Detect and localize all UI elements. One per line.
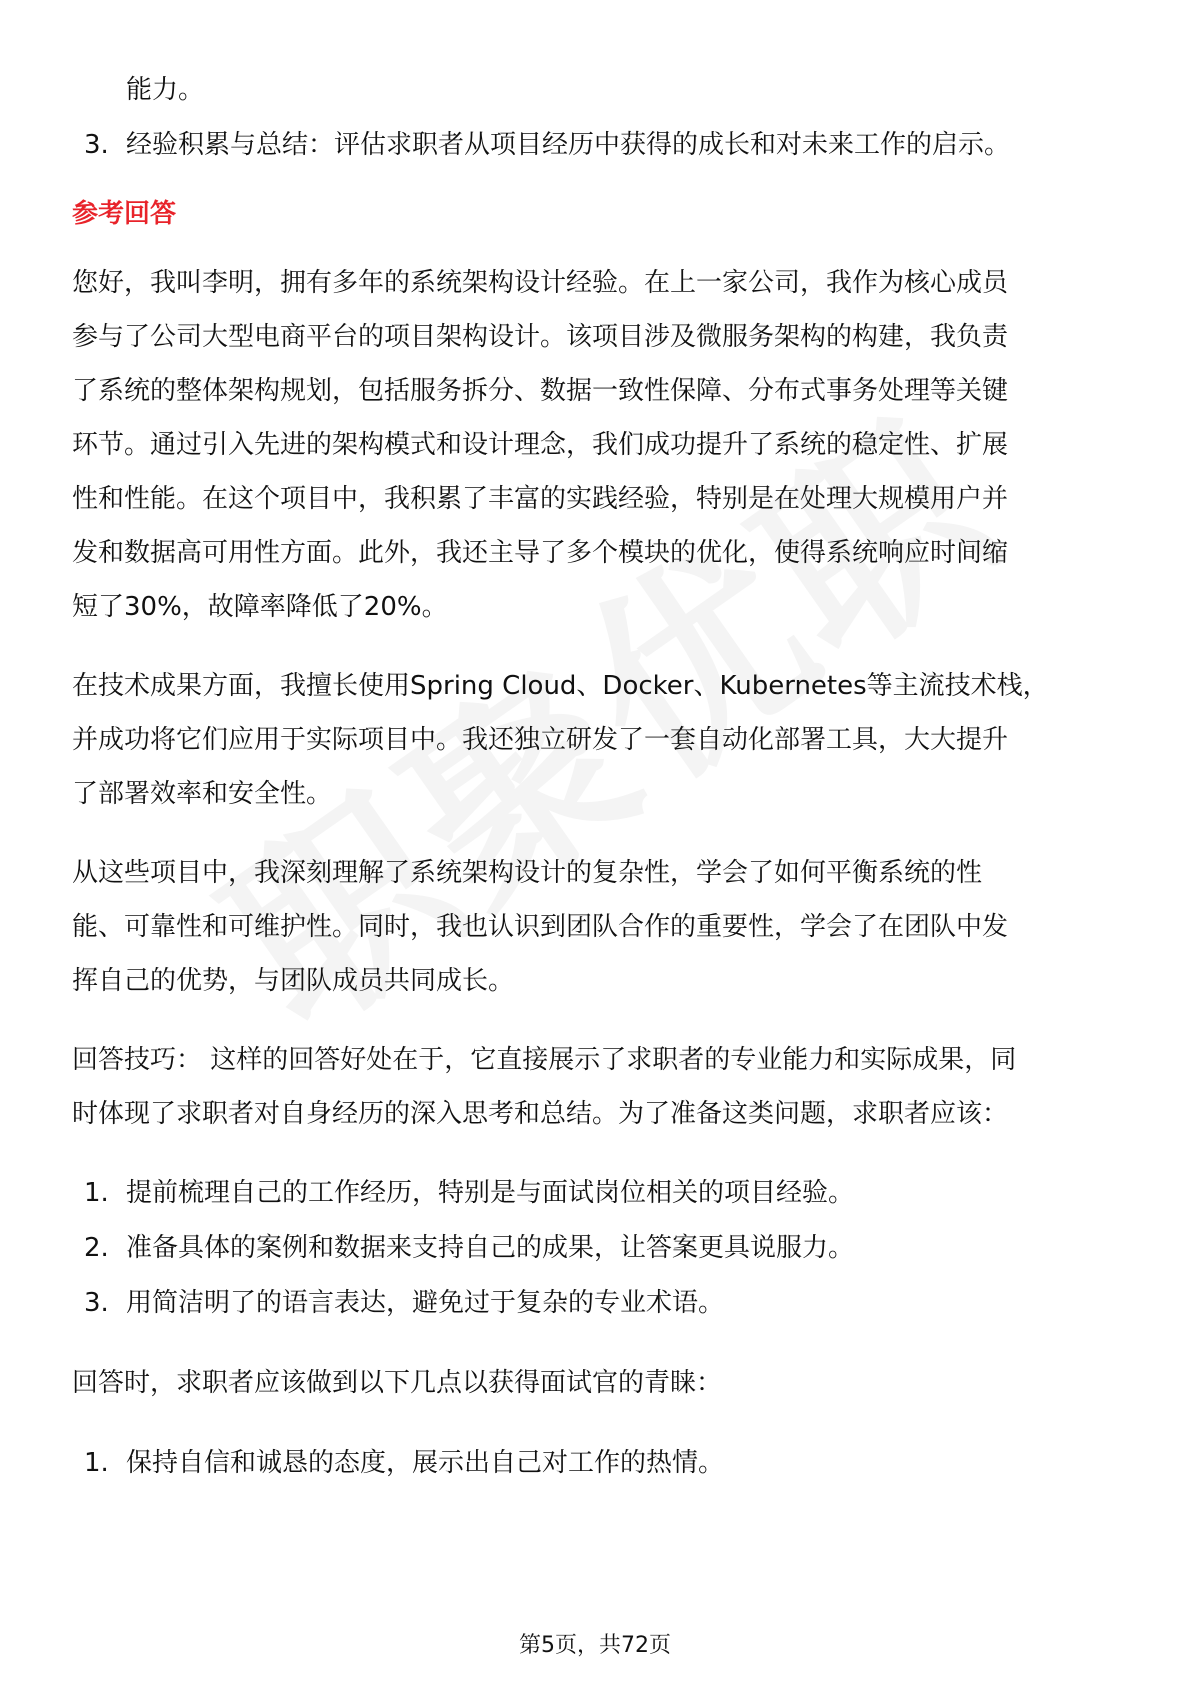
paragraph-line: 短了30%，故障率降低了20%。 [72, 592, 448, 622]
list-item-text: 用简洁明了的语言表达，避免过于复杂的专业术语。 [126, 1288, 725, 1318]
paragraph-line: 了系统的整体架构规划，包括服务拆分、数据一致性保障、分布式事务处理等关键 [72, 376, 1009, 406]
section-title: 参考回答 [72, 199, 177, 229]
paragraph-line: 了部署效率和安全性。 [72, 779, 333, 809]
list-item-text: 准备具体的案例和数据来支持自己的成果，让答案更具说服力。 [126, 1233, 855, 1263]
paragraph-line: 在技术成果方面，我擅长使用Spring Cloud、Docker、Kubernetes等主流技术栈， [72, 671, 1049, 701]
list-item-text: 提前梳理自己的工作经历，特别是与面试岗位相关的项目经验。 [126, 1178, 855, 1208]
paragraph-line: 能、可靠性和可维护性。同时，我也认识到团队合作的重要性，学会了在团队中发 [72, 912, 1009, 942]
list-item-text: 保持自信和诚恳的态度，展示出自己对工作的热情。 [126, 1448, 725, 1478]
list-number: 2. [84, 1233, 109, 1263]
paragraph-line: 从这些项目中，我深刻理解了系统架构设计的复杂性，学会了如何平衡系统的性 [72, 858, 983, 888]
list-item-text: 经验积累与总结：评估求职者从项目经历中获得的成长和对未来工作的启示。 [126, 130, 1011, 160]
list-number: 1. [84, 1178, 109, 1208]
paragraph-line: 回答技巧： 这样的回答好处在于，它直接展示了求职者的专业能力和实际成果，同 [72, 1045, 1017, 1075]
paragraph-line: 回答时，求职者应该做到以下几点以获得面试官的青睐： [72, 1368, 723, 1398]
paragraph-line: 发和数据高可用性方面。此外，我还主导了多个模块的优化，使得系统响应时间缩 [72, 538, 1009, 568]
page-footer: 第5页，共72页 [519, 1633, 671, 1658]
paragraph-line: 环节。通过引入先进的架构模式和设计理念，我们成功提升了系统的稳定性、扩展 [72, 430, 1009, 460]
list-number: 3. [84, 130, 109, 160]
paragraph-line: 挥自己的优势，与团队成员共同成长。 [72, 966, 515, 996]
list-number: 1. [84, 1448, 109, 1478]
paragraph-line: 时体现了求职者对自身经历的深入思考和总结。为了准备这类问题，求职者应该： [72, 1099, 1009, 1129]
paragraph-line: 并成功将它们应用于实际项目中。我还独立研发了一套自动化部署工具，大大提升 [72, 725, 1009, 755]
paragraph-line: 参与了公司大型电商平台的项目架构设计。该项目涉及微服务架构的构建，我负责 [72, 322, 1009, 352]
list-number: 3. [84, 1288, 109, 1318]
continuation-text: 能力。 [126, 75, 205, 105]
paragraph-line: 性和性能。在这个项目中，我积累了丰富的实践经验，特别是在处理大规模用户并 [72, 484, 1009, 514]
paragraph-line: 您好，我叫李明，拥有多年的系统架构设计经验。在上一家公司，我作为核心成员 [72, 268, 1009, 298]
